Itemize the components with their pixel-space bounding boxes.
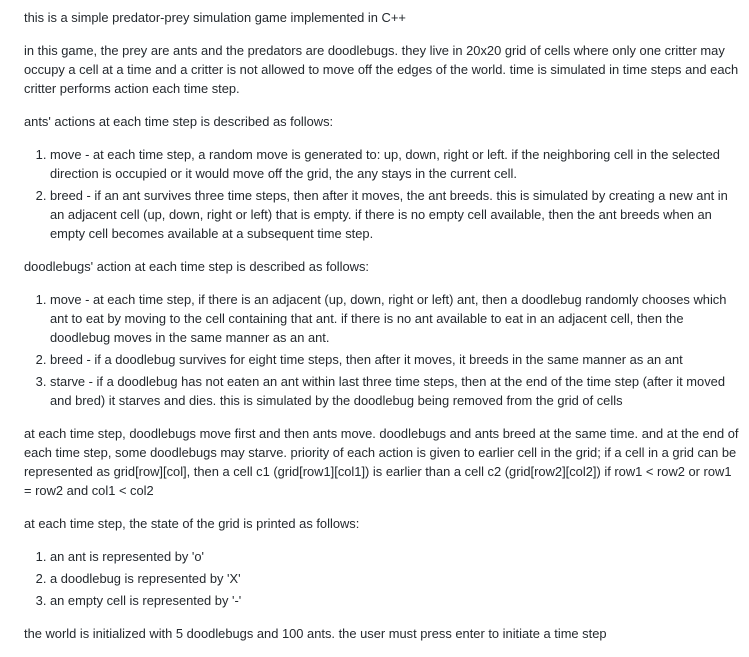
ants-heading: ants' actions at each time step is described as follows: <box>24 114 334 129</box>
grid-symbols-list <box>24 547 740 610</box>
doodlebugs-action-move: 1. move - at each time step, if there is an adjacent (up, down, right or left) ant, then a doodlebug randomly chooses which ant to eat by moving to the cell containing that ant. if there is no ant available to eat in an adjacent cell, then the doodlebug moves in the same manner as an ant. <box>50 290 740 347</box>
doodlebugs-actions-list <box>24 290 740 410</box>
doodlebugs-action-breed: 2. breed - if a doodlebug survives for eight time steps, then after it moves, it breeds in the same manner as an ant <box>50 350 740 369</box>
closing-paragraph: the world is initialized with 5 doodlebugs and 100 ants. the user must press enter to initiate a time step <box>24 626 607 641</box>
doodlebugs-heading: doodlebugs' action at each time step is described as follows: <box>24 259 369 274</box>
intro-paragraph: this is a simple predator-prey simulation game implemented in C++ <box>24 10 406 25</box>
ants-action-breed: 2. breed - if an ant survives three time steps, then after it moves, the ant breeds. this is simulated by creating a new ant in an adjacent cell (up, down, right or left) that is empty. if there is no empty cell available, then the ant breeds when an empty cell becomes available at a subsequent time step. <box>50 186 740 243</box>
grid-heading: at each time step, the state of the grid is printed as follows: <box>24 516 360 531</box>
ants-actions-list <box>24 145 740 243</box>
readme-document <box>24 8 740 657</box>
time-step-paragraph: at each time step, doodlebugs move first and then ants move. doodlebugs and ants breed at the same time. and at the end of each time step, some doodlebugs may starve. priority of each action is given to earlier cell in the grid; if a cell in a grid can be represented as grid[row][col], then a cell c1 (grid[row1][col1]) is earlier than a cell c2 (grid[row2][col2]) if row1 < row2 or row1 = row2 and col1 < col2 <box>24 426 739 498</box>
doodlebugs-action-starve: 3. starve - if a doodlebug has not eaten an ant within last three time steps, then at the end of the time step (after it moved and bred) it starves and dies. this is simulated by the doodlebug being removed from the grid of cells <box>50 372 740 410</box>
grid-symbol-empty: 3. an empty cell is represented by '-' <box>50 591 740 610</box>
description-paragraph: in this game, the prey are ants and the predators are doodlebugs. they live in 20x20 grid of cells where only one critter may occupy a cell at a time and a critter is not allowed to move off the edges of the world. time is simulated in time steps and each critter performs action each time step. <box>24 43 739 96</box>
grid-symbol-ant: 1. an ant is represented by 'o' <box>50 547 740 566</box>
ants-action-move: 1. move - at each time step, a random move is generated to: up, down, right or left. if the neighboring cell in the selected direction is occupied or it would move off the grid, the any stays in the current cell. <box>50 145 740 183</box>
grid-symbol-doodlebug: 2. a doodlebug is represented by 'X' <box>50 569 740 588</box>
